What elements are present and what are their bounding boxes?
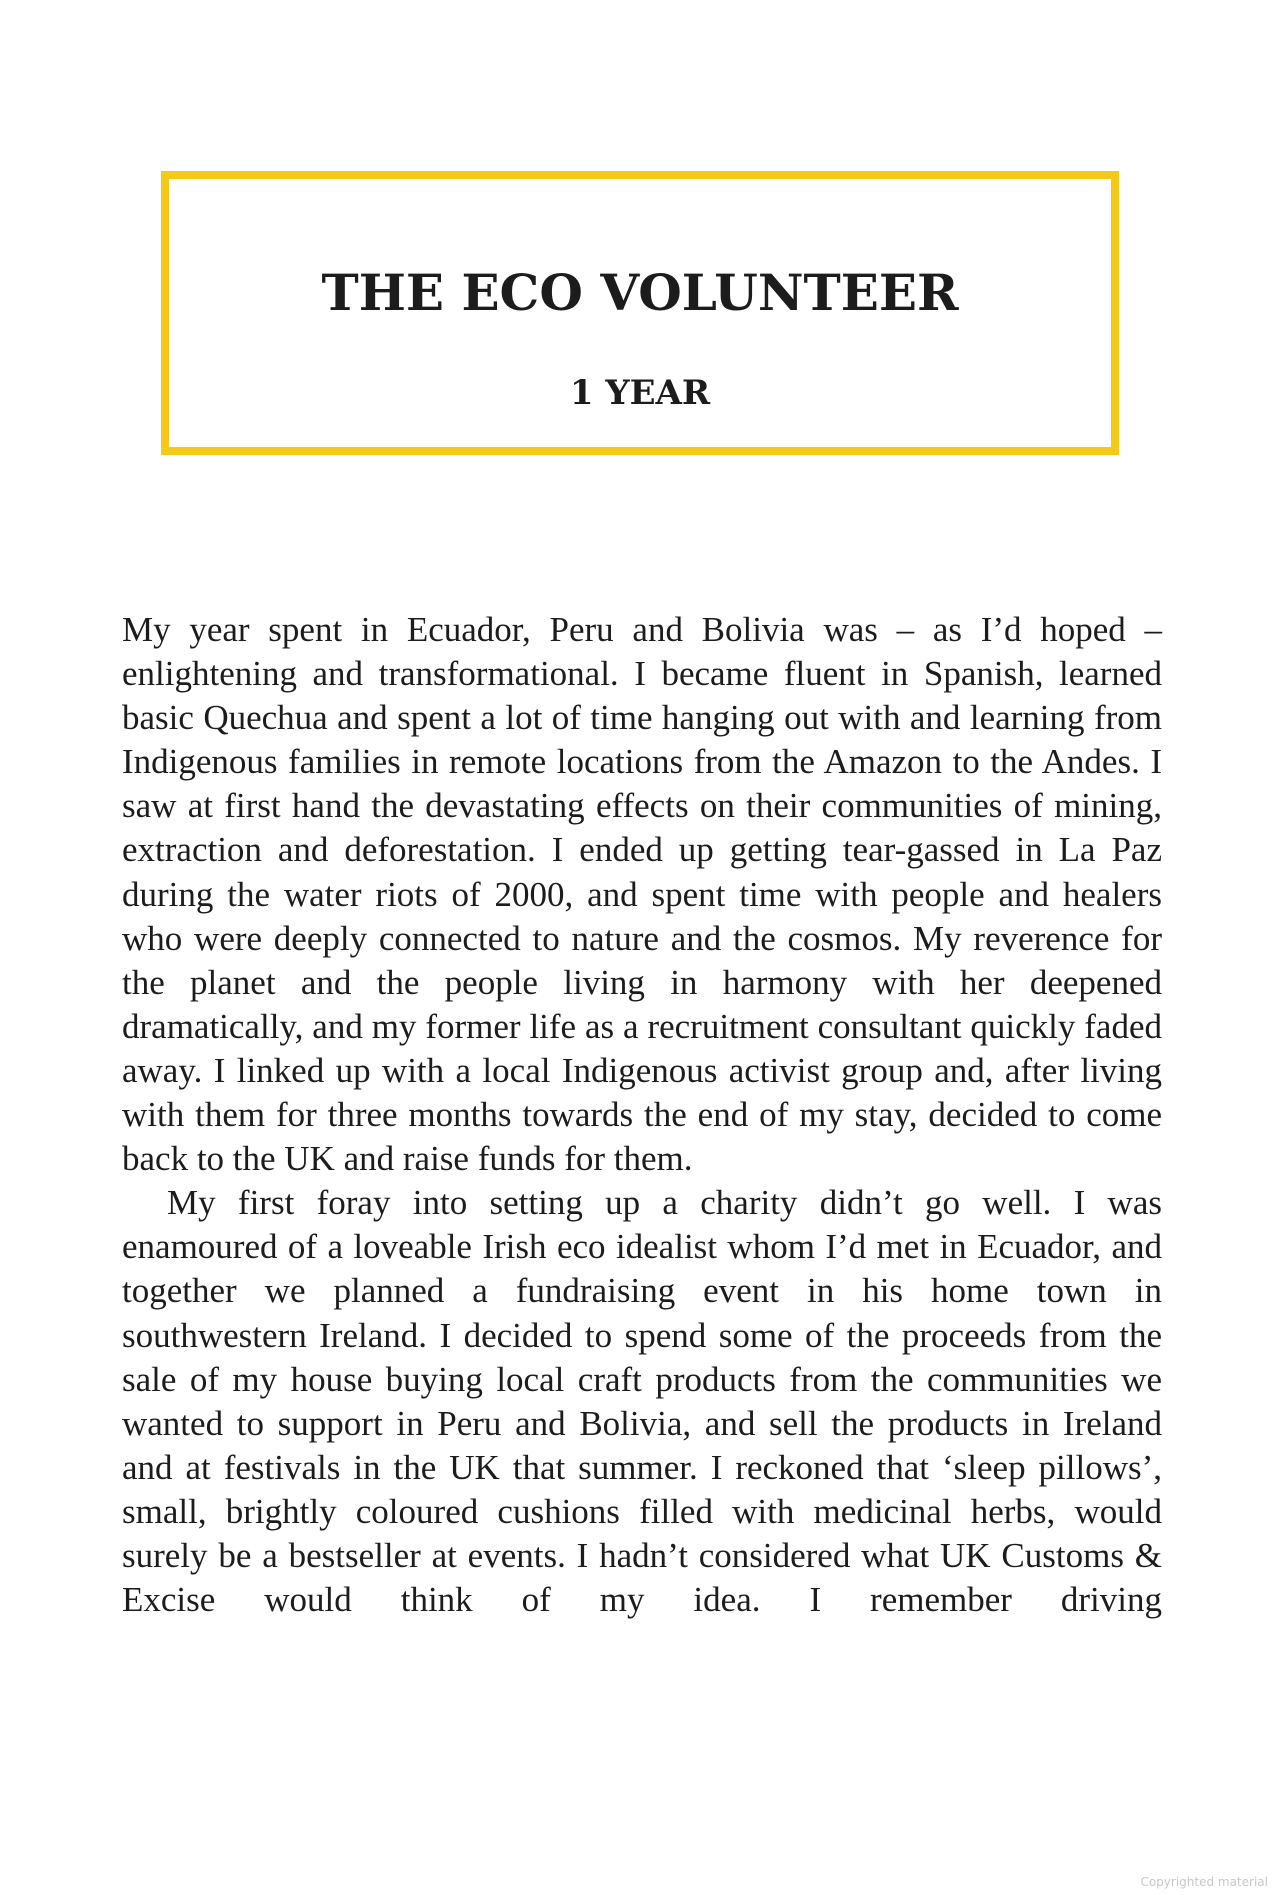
chapter-title-frame: [161, 171, 1119, 455]
chapter-body: [122, 608, 1162, 1622]
paragraph: My year spent in Ecuador, Peru and Bolivia was – as I’d hoped – enlightening and transformational. I became fluent in Spanish, learned basic Quechua and spent a lot of time hanging out with and learning from Indigenous families in remote locations from the Amazon to the Andes. I saw at first hand the devastating effects on their communities of mining, extraction and deforestation. I ended up getting tear-gassed in La Paz during the water riots of 2000, and spent time with people and healers who were deeply connected to nature and the cosmos. My reverence for the planet and the people living in harmony with her deepened dramatically, and my former life as a recruitment consultant quickly faded away. I linked up with a local Indigenous activist group and, after living with them for three months towards the end of my stay, decided to come back to the UK and raise funds for them.: [122, 610, 1162, 1179]
paragraph: My first foray into setting up a charity didn’t go well. I was enamoured of a loveable Irish eco idealist whom I’d met in Ecuador, and together we planned a fundraising event in his home town in southwestern Ireland. I decided to spend some of the proceeds from the sale of my house buying local craft products from the communities we wanted to support in Peru and Bolivia, and sell the products in Ireland and at festivals in the UK that summer. I reckoned that ‘sleep pillows’, small, brightly coloured cushions filled with medicinal herbs, would surely be a bestseller at events. I hadn’t considered what UK Customs & Excise would think of my idea. I remember driving: [122, 1183, 1162, 1620]
chapter-subtitle: 1 YEAR: [569, 373, 711, 413]
copyright-notice: Copyrighted material: [1140, 1875, 1268, 1889]
chapter-title: THE ECO VOLUNTEER: [321, 263, 959, 322]
